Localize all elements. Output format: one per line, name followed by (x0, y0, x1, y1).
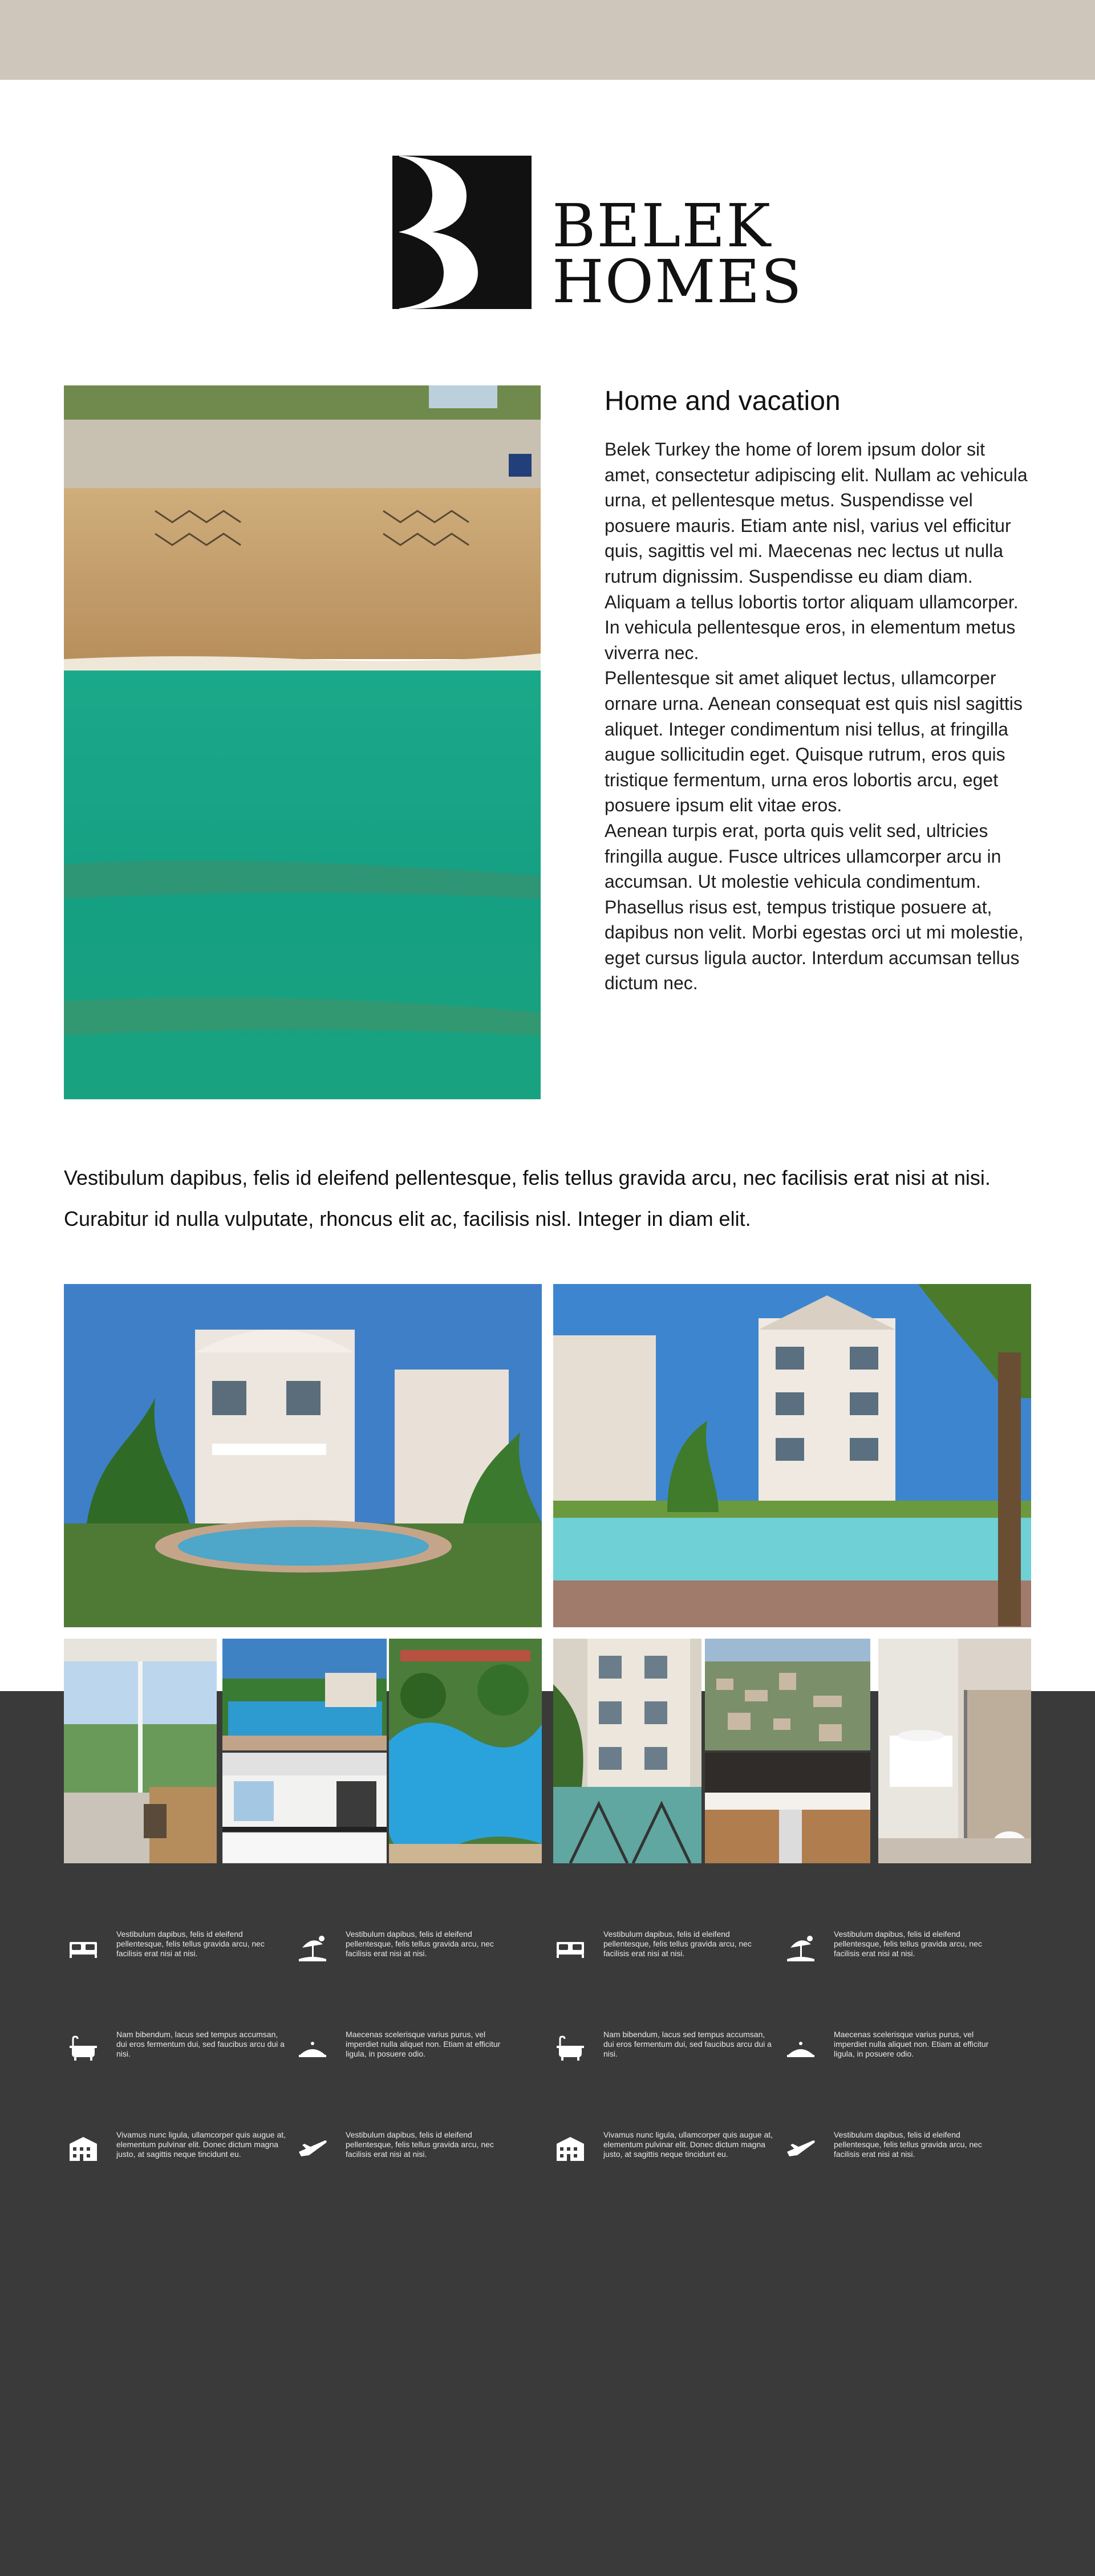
dining-icon (785, 2032, 817, 2064)
intro-paragraph: Belek Turkey the home of lorem ipsum dolor sit amet, consectetur adipiscing elit. Nullam ac vehicula urna, et pellentesque metus. Suspendisse vel posuere mauris. Etiam ante nisl, varius vel efficitur quis, sagittis vel mi. Maecenas nec lectus ut nulla rutrum dignissim. Suspendisse eu diam diam. Aliquam a tellus lobortis tortor aliquam ullamcorper. In vehicula pellentesque eros, in elementum metus viverra nec. (605, 439, 1028, 663)
feature-item (785, 1929, 990, 1992)
lead-line-1: Vestibulum dapibus, felis id eleifend pellentesque, felis tellus gravida arcu, nec facilisis erat nisi at nisi. (64, 1166, 991, 1189)
brand-logo[interactable] (392, 156, 803, 316)
feature-item (554, 2030, 772, 2093)
feature-text: Vivamus nunc ligula, ullamcorper quis augue at, elementum pulvinar elit. Donec dictum magna justo, at sagittis neque tincidunt eu. (603, 2130, 773, 2159)
dining-icon (297, 2032, 328, 2064)
airplane-icon (297, 2132, 328, 2164)
villa-pool-photo[interactable] (64, 1284, 542, 1627)
feature-text: Vestibulum dapibus, felis id eleifend pellentesque, felis tellus gravida arcu, nec facilisis erat nisi at nisi. (346, 1929, 494, 1958)
beach-umbrella-icon (297, 1932, 328, 1964)
town-aerial-photo[interactable] (705, 1639, 870, 1750)
feature-text: Nam bibendum, lacus sed tempus accumsan, dui eros fermentum dui, sed faucibus arcu dui a nisi. (603, 2030, 772, 2058)
feature-text: Nam bibendum, lacus sed tempus accumsan, dui eros fermentum dui, sed faucibus arcu dui a nisi. (116, 2030, 285, 2058)
feature-item (67, 1929, 273, 1992)
feature-item (297, 2030, 502, 2093)
feature-text: Vestibulum dapibus, felis id eleifend pellentesque, felis tellus gravida arcu, nec facilisis erat nisi at nisi. (834, 1929, 982, 1958)
lead-text (64, 1157, 1045, 1240)
feature-text: Vestibulum dapibus, felis id eleifend pellentesque, felis tellus gravida arcu, nec facilisis erat nisi at nisi. (116, 1929, 265, 1958)
pool-aerial-photo[interactable] (222, 1639, 387, 1750)
feature-text: Maecenas scelerisque varius purus, vel imperdiet nulla aliquet non. Etiam at efficitur ligula, in posuere odio. (834, 2030, 989, 2058)
feature-text: Vivamus nunc ligula, ullamcorper quis augue at, elementum pulvinar elit. Donec dictum magna justo, at sagittis neque tincidunt eu. (116, 2130, 286, 2159)
feature-text: Vestibulum dapibus, felis id eleifend pellentesque, felis tellus gravida arcu, nec facilisis erat nisi at nisi. (346, 2130, 494, 2159)
feature-text: Maecenas scelerisque varius purus, vel imperdiet nulla aliquet non. Etiam at efficitur ligula, in posuere odio. (346, 2030, 501, 2058)
feature-item (554, 1929, 760, 1992)
feature-item (785, 2130, 990, 2193)
building-icon (67, 2132, 99, 2164)
feature-item (67, 2030, 285, 2093)
bed-icon (67, 1932, 99, 1964)
lead-line-2: Curabitur id nulla vulputate, rhoncus elit ac, facilisis nisl. Integer in diam elit. (64, 1207, 751, 1230)
intro-title: Home and vacation (605, 386, 841, 416)
bathtub-icon (67, 2032, 99, 2064)
bathroom-photo[interactable] (878, 1639, 1031, 1863)
bed-icon (554, 1932, 586, 1964)
brand-line-2: HOMES (552, 247, 803, 316)
feature-text: Vestibulum dapibus, felis id eleifend pellentesque, felis tellus gravida arcu, nec facilisis erat nisi at nisi. (834, 2130, 982, 2159)
logo-mark-icon (392, 156, 532, 309)
brand-line-1: BELEK (552, 191, 772, 261)
balcony-photo[interactable] (553, 1639, 701, 1863)
beach-aerial-photo (64, 385, 541, 1099)
feature-item (785, 2030, 990, 2093)
feature-item (67, 2130, 286, 2193)
top-band (0, 0, 1095, 80)
feature-item (297, 2130, 502, 2193)
living-room-photo[interactable] (64, 1639, 217, 1863)
intro-body (605, 437, 1029, 996)
intro-paragraph: Phasellus risus est, tempus tristique posuere at, dapibus non velit. Morbi egestas orci ut mi molestie, eget cursus ligula auctor. Interdum accumsan tellus dictum nec. (605, 896, 1024, 994)
intro-paragraph: Pellentesque sit amet aliquet lectus, ullamcorper ornare urna. Aenean consequat est quis nisl sagittis aliquet. Integer condimentum nisi tellus, at fringilla augue sollicitudin eget. Quisque rutrum, eros quis tristique fermentum, urna eros lobortis arcu, eget posuere ipsum elit vitae eros. (605, 668, 1023, 816)
brand-wordmark (552, 191, 803, 316)
pool-garden-photo[interactable] (389, 1639, 542, 1863)
feature-text: Vestibulum dapibus, felis id eleifend pellentesque, felis tellus gravida arcu, nec facilisis erat nisi at nisi. (603, 1929, 752, 1958)
airplane-icon (785, 2132, 817, 2164)
feature-item (297, 1929, 502, 1992)
apartment-pool-photo[interactable] (553, 1284, 1031, 1627)
bathtub-icon (554, 2032, 586, 2064)
intro-paragraph: Aenean turpis erat, porta quis velit sed, ultricies fringilla augue. Fusce ultrices ullamcorper arcu in accumsan. Ut molestie vehicula condimentum. (605, 820, 1001, 892)
feature-item (554, 2130, 773, 2193)
building-icon (554, 2132, 586, 2164)
modern-kitchen-photo[interactable] (705, 1753, 870, 1863)
kitchen-photo[interactable] (222, 1753, 387, 1863)
beach-umbrella-icon (785, 1932, 817, 1964)
